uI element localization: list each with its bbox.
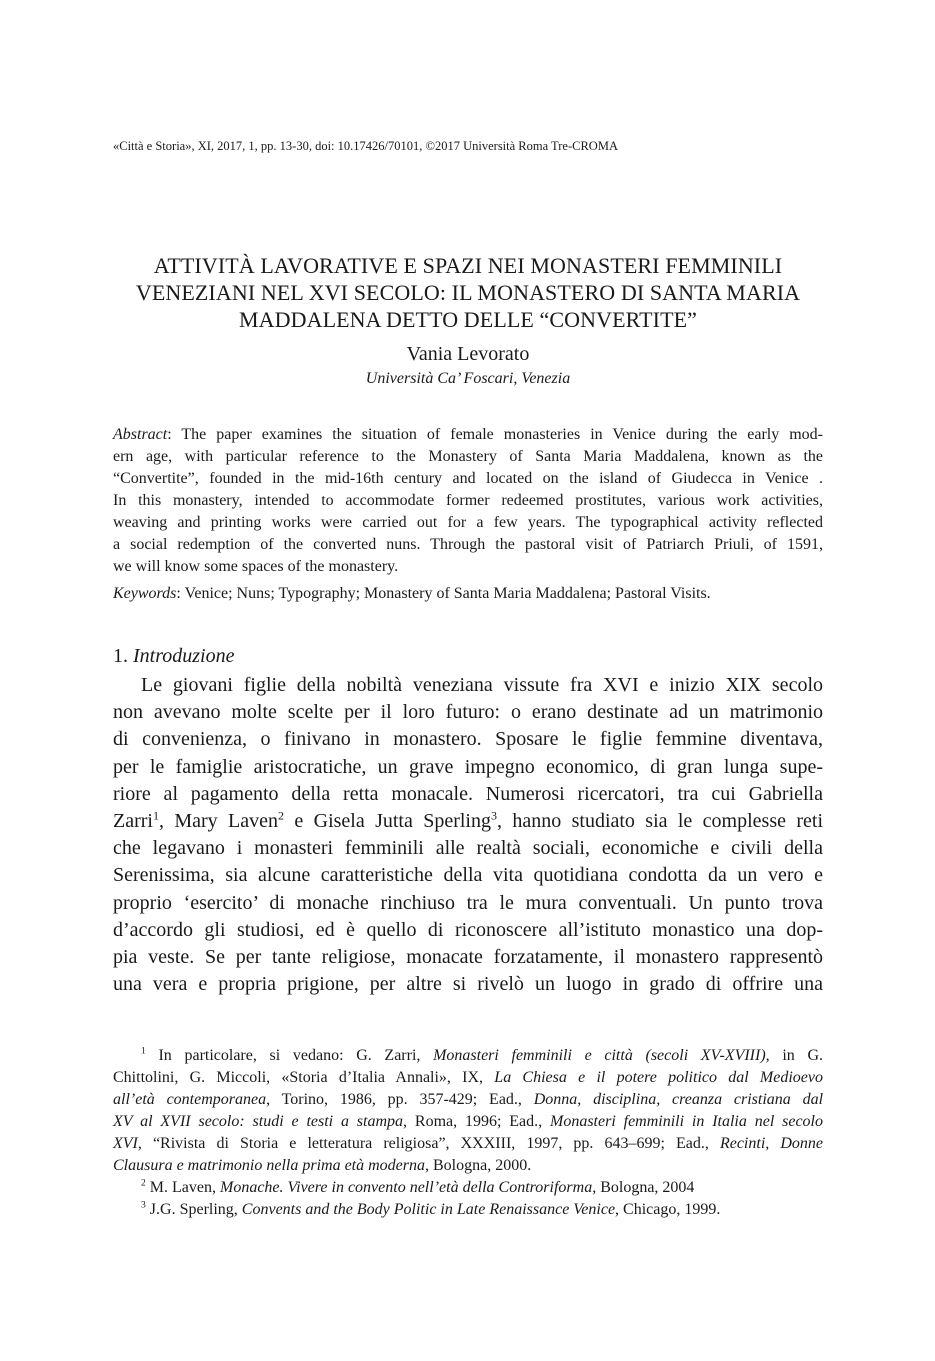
footnote-ref[interactable]: 3	[491, 808, 497, 823]
body-line: pia veste. Se per tante religiose, monacate forzatamente, il monastero rappresentò	[113, 946, 823, 969]
footnote-number: 3	[141, 1199, 146, 1211]
author-affiliation: Università Ca’ Foscari, Venezia	[365, 370, 571, 387]
body-line: proprio ‘esercito’ di monache rinchiuso tra le mura conventuali. Un punto trova	[113, 891, 823, 914]
body-line: riore al pagamento della retta monacale. Numerosi ricercatori, tra cui Gabriella	[113, 782, 823, 805]
abstract-line: weaving and printing works were carried out for a few years. The typographical activity reflected	[113, 514, 823, 531]
body-line: Serenissima, sia alcune caratteristiche della vita quotidiana condotta da un vero e	[113, 864, 823, 887]
section-number: 1.	[113, 645, 128, 667]
abstract-line: ern age, with particular reference to the Monastery of Santa Maria Maddalena, known as the	[113, 448, 823, 465]
footnote-ref[interactable]: 2	[278, 808, 285, 823]
section-title: Introduzione	[133, 645, 235, 667]
footnote-line: $^2$ M. Laven, Monache. Vivere in convento nell’età della Controriforma, Bologna, 2004	[141, 1177, 695, 1196]
footnote-line: Chittolini, G. Miccoli, «Storia d’Italia Annali», IX, La Chiesa e il potere politico dal Medioevo	[113, 1069, 823, 1086]
journal-citation: «Città e Storia», XI, 2017, 1, pp. 13-30, doi: 10.17426/70101, ©2017 Università Roma Tre-CROMA	[113, 139, 618, 153]
abstract-line: “Convertite”, founded in the mid-16th century and located on the island of Giudecca in Venice .	[113, 470, 823, 487]
body-line: che legavano i monasteri femminili alle realtà sociali, economiche e civili della	[113, 837, 823, 860]
keywords	[113, 583, 823, 605]
title-line: MADDALENA DETTO DELLE “CONVERTITE”	[238, 307, 698, 332]
body-line: Zarri$^1$, Mary Laven$^2$ e Gisela Jutta Sperling$^3$, hanno studiato sia le complesse reti	[113, 808, 823, 833]
footnote-line: all’età contemporanea, Torino, 1986, pp. 357-429; Ead., Donna, disciplina, creanza cristiana dal	[113, 1091, 824, 1108]
paper-title	[113, 252, 823, 333]
body-line: una vera e propria prigione, per altre si rivelò un luogo in grado di offrire una	[113, 973, 823, 996]
abstract-label: Abstract	[113, 426, 168, 443]
footnote-ref[interactable]: 1	[152, 808, 159, 823]
footnote-line: XV al XVII secolo: studi e testi a stampa, Roma, 1996; Ead., Monasteri femminili in Italia nel secolo	[113, 1113, 824, 1130]
body-line: Le giovani figlie della nobiltà veneziana vissute fra XVI e inizio XIX secolo	[141, 674, 823, 696]
body-line: d’accordo gli studiosi, ed è quello di riconoscere all’istituto monastico una dop-	[113, 918, 823, 941]
abstract	[113, 424, 823, 578]
abstract-line: a social redemption of the converted nuns. Through the pastoral visit of Patriarch Priuli, of 1591,	[113, 536, 823, 553]
abstract-line: Abstract: The paper examines the situation of female monasteries in Venice during the early mod-	[113, 426, 823, 443]
title-line: VENEZIANI NEL XVI SECOLO: IL MONASTERO DI SANTA MARIA	[135, 280, 801, 305]
body-paragraph	[113, 672, 823, 998]
body-line: per le famiglie aristocratiche, un grave impegno economico, di gran lunga supe-	[113, 755, 823, 778]
abstract-line: In this monastery, intended to accommodate former redeemed prostitutes, various work activities,	[113, 492, 823, 509]
footnote-line: XVI, “Rivista di Storia e letteratura religiosa”, XXXIII, 1997, pp. 643–699; Ead., Recinti, Donne	[113, 1135, 823, 1152]
footnote-line: $^3$ J.G. Sperling, Convents and the Body Politic in Late Renaissance Venice, Chicago, 1999.	[141, 1199, 721, 1218]
author-name: Vania Levorato	[406, 343, 530, 365]
section-heading	[113, 645, 234, 668]
footnotes	[113, 1045, 823, 1221]
footnote-number: 1	[141, 1045, 146, 1057]
title-line: ATTIVITÀ LAVORATIVE E SPAZI NEI MONASTERI FEMMINILI	[153, 253, 783, 278]
keywords-label: Keywords	[113, 585, 177, 602]
footnote-line: Clausura e matrimonio nella prima età moderna, Bologna, 2000.	[113, 1157, 532, 1174]
footnote-line: $^1$ In particolare, si vedano: G. Zarri, Monasteri femminili e città (secoli XV-XVIII), in G.	[141, 1045, 824, 1064]
body-line: di convenienza, o finivano in monastero. Sposare le figlie femmine diventava,	[113, 728, 823, 751]
keywords-text: : Venice; Nuns; Typography; Monastery of Santa Maria Maddalena; Pastoral Visits.	[176, 585, 711, 602]
footnote-number: 2	[141, 1177, 146, 1189]
abstract-line: we will know some spaces of the monastery.	[113, 558, 399, 575]
body-line: non avevano molte scelte per il loro futuro: o erano destinate ad un matrimonio	[113, 701, 823, 724]
